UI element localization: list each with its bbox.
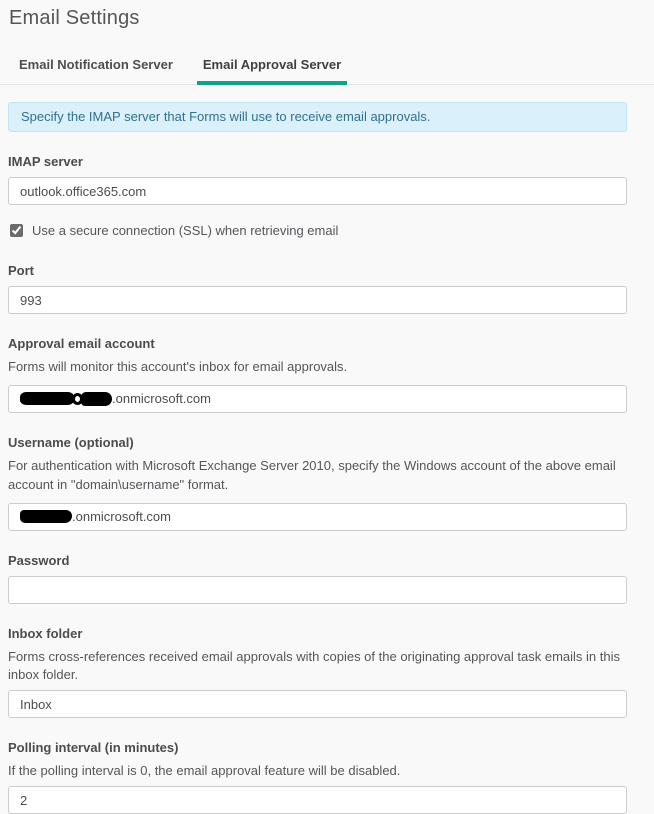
- tab-email-approval-server[interactable]: Email Approval Server: [197, 57, 347, 85]
- username-input[interactable]: [8, 503, 627, 531]
- redaction-blob: [81, 392, 112, 406]
- redaction-blob: [20, 392, 74, 405]
- info-banner: Specify the IMAP server that Forms will use to receive email approvals.: [8, 102, 627, 132]
- tab-bar: [0, 57, 654, 85]
- field-inbox-folder: [8, 626, 654, 719]
- inbox-folder-help: Forms cross-references received email approvals with copies of the originating approval task emails in this inbox folder.: [8, 648, 620, 683]
- inbox-folder-label: Inbox folder: [8, 625, 83, 641]
- field-password: [8, 553, 654, 604]
- field-imap-server: [8, 154, 654, 205]
- ssl-checkbox[interactable]: [10, 224, 23, 237]
- username-label: Username (optional): [8, 434, 134, 450]
- username-help: For authentication with Microsoft Exchange Server 2010, specify the Windows account of the above email account in "domain\username" format.: [8, 457, 616, 492]
- email-approval-form: [0, 154, 654, 814]
- password-input[interactable]: [8, 576, 627, 604]
- approval-email-visible-text: .onmicrosoft.com: [112, 391, 211, 407]
- imap-server-label: IMAP server: [8, 154, 83, 169]
- tab-email-notification-server[interactable]: Email Notification Server: [19, 57, 173, 72]
- ssl-checkbox-row: [8, 223, 654, 238]
- imap-server-input[interactable]: [8, 177, 627, 205]
- approval-email-input[interactable]: [8, 385, 627, 413]
- approval-email-label: Approval email account: [8, 336, 155, 351]
- password-label: Password: [8, 552, 70, 568]
- page-title: Email Settings: [9, 7, 140, 29]
- field-username: [8, 435, 654, 531]
- approval-email-help: Forms will monitor this account's inbox for email approvals.: [8, 359, 348, 374]
- redaction-blob: [20, 510, 72, 523]
- port-label: Port: [8, 263, 34, 278]
- inbox-folder-input[interactable]: [8, 690, 627, 718]
- ssl-checkbox-label[interactable]: Use a secure connection (SSL) when retrieving email: [32, 223, 339, 238]
- polling-interval-label: Polling interval (in minutes): [8, 740, 179, 756]
- port-input[interactable]: [8, 286, 627, 314]
- field-polling-interval: [8, 740, 654, 814]
- polling-interval-help: If the polling interval is 0, the email approval feature will be disabled.: [8, 763, 401, 779]
- username-visible-text: .onmicrosoft.com: [72, 509, 171, 525]
- polling-interval-input[interactable]: [8, 786, 627, 814]
- field-approval-email: [8, 336, 654, 413]
- field-port: [8, 263, 654, 314]
